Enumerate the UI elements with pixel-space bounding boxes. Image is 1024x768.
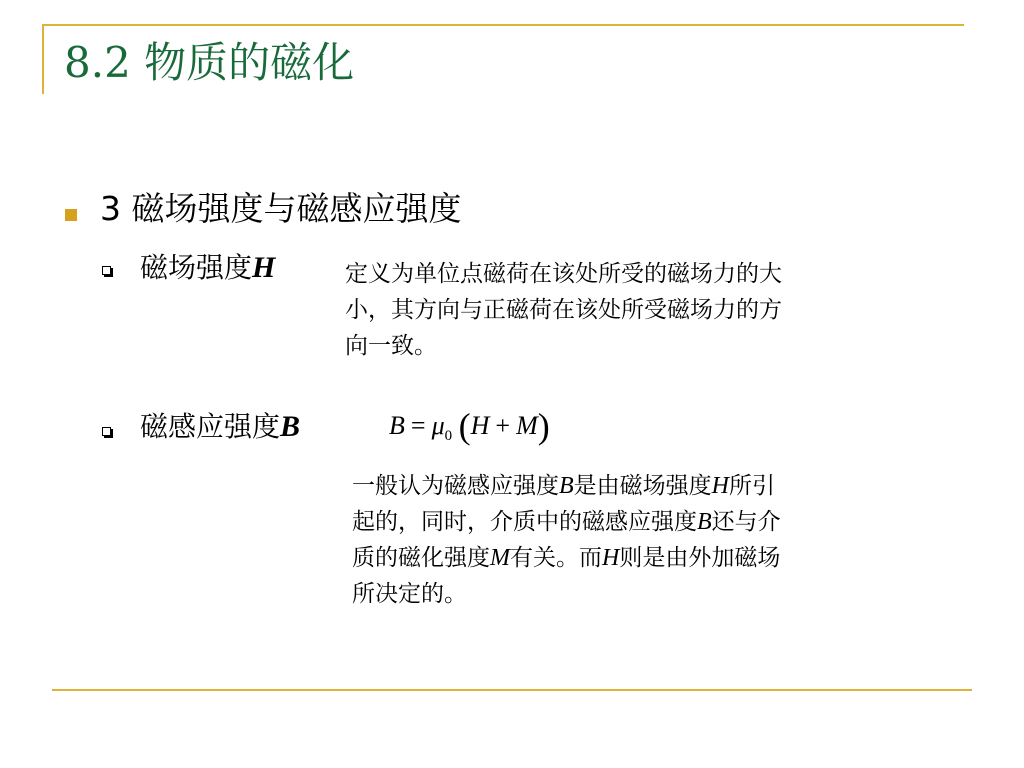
formula-plus: + bbox=[495, 411, 511, 440]
definition-line: 向一致。 bbox=[345, 333, 437, 359]
item-h-label: 磁场强度 bbox=[140, 251, 253, 284]
section-heading: 3 磁场强度与磁感应强度 bbox=[100, 189, 462, 228]
formula-sub: 0 bbox=[444, 428, 453, 444]
formula-h: H bbox=[470, 411, 490, 440]
square-bullet-icon bbox=[65, 209, 77, 221]
hollow-square-bullet-icon bbox=[102, 427, 111, 436]
definition-line: 小，其方向与正磁荷在该处所受磁场力的方 bbox=[345, 297, 782, 323]
top-rule bbox=[42, 24, 964, 26]
formula-mu: μ bbox=[431, 411, 445, 440]
item-b-heading bbox=[140, 410, 300, 443]
explanation-line: 质的磁化强度M有关。而H则是由外加磁场 bbox=[352, 545, 781, 571]
bottom-rule bbox=[52, 689, 972, 691]
formula-m: M bbox=[516, 411, 538, 440]
formula-eq: = bbox=[410, 411, 426, 440]
formula-b-equals-mu0-h-plus-m bbox=[389, 408, 550, 444]
explanation-line: 一般认为磁感应强度B是由磁场强度H所引 bbox=[352, 473, 776, 499]
left-rule bbox=[42, 24, 44, 94]
formula-rparen: ) bbox=[537, 406, 550, 446]
item-b-label: 磁感应强度 bbox=[140, 410, 281, 443]
page-title: 8.2 物质的磁化 bbox=[64, 38, 355, 87]
explanation-line: 起的，同时，介质中的磁感应强度B还与介 bbox=[352, 509, 781, 535]
item-h-heading bbox=[140, 251, 275, 284]
item-b-explanation bbox=[352, 468, 781, 612]
item-b-var: B bbox=[280, 410, 301, 443]
item-h-var: H bbox=[252, 251, 276, 284]
definition-line: 定义为单位点磁荷在该处所受的磁场力的大 bbox=[345, 261, 782, 287]
item-h-definition bbox=[345, 256, 782, 364]
hollow-square-bullet-icon bbox=[102, 266, 111, 275]
formula-lparen: ( bbox=[458, 406, 471, 446]
formula-lhs: B bbox=[389, 411, 405, 440]
explanation-line: 所决定的。 bbox=[352, 581, 467, 607]
